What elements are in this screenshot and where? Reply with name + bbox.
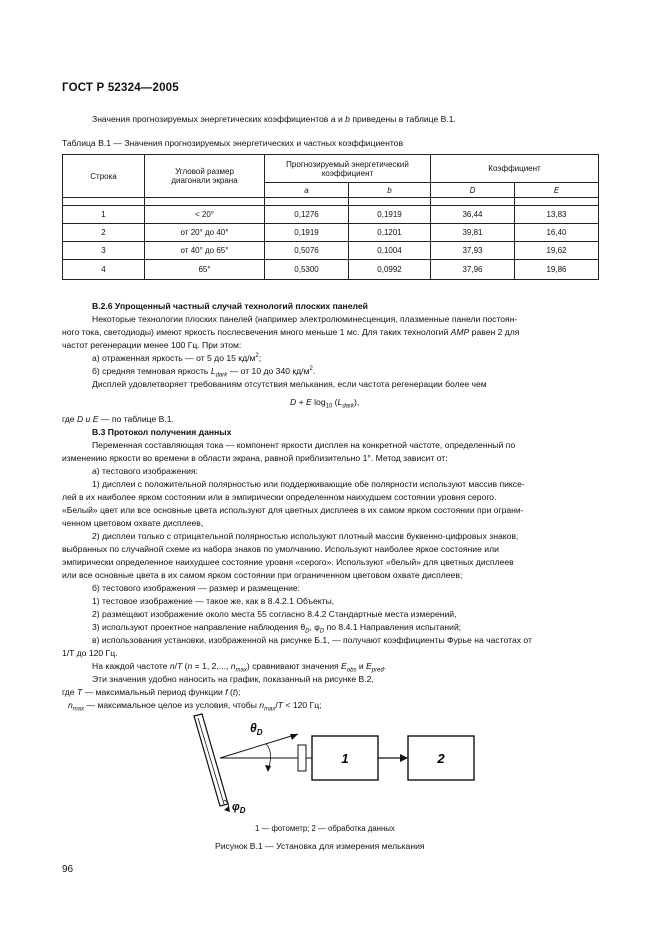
subscript: 10: [325, 403, 333, 410]
paragraph-line: [92, 660, 386, 672]
var: n: [169, 661, 175, 671]
page-header: ГОСТ Р 52324—2005: [62, 82, 179, 94]
text-span: 3) используют проектное направление наблюдения θ: [92, 622, 306, 632]
col-header-predicted-line: коэффициент: [321, 168, 374, 178]
paragraph-line: а) тестового изображения:: [92, 466, 198, 476]
subscript: max: [264, 706, 276, 713]
section-title-b3: В.3 Протокол получения данных: [92, 427, 232, 437]
subheader-e: E: [515, 183, 599, 198]
text-span: (: [182, 661, 188, 671]
var: n: [259, 700, 265, 710]
col-header-angle-line: Угловой размер: [175, 167, 234, 176]
subscript: pred: [371, 667, 384, 674]
figure-legend: 1 — фотометр; 2 — обработка данных: [255, 824, 395, 833]
var-L: L: [210, 366, 216, 376]
spacer-cell: [515, 198, 599, 206]
text-span: /: [275, 700, 278, 710]
formula-part: E: [306, 397, 312, 407]
cell-e: 19,62: [515, 242, 599, 260]
paragraph-line: ченном цветовом охвате дисплеев,: [62, 518, 204, 528]
subscript: dark: [342, 403, 354, 410]
table-caption: Таблица В.1 — Значения прогнозируемых энергетических и частных коэффициентов: [62, 138, 404, 148]
cell-d: 36,44: [431, 206, 515, 224]
intro-b: b: [345, 114, 350, 124]
text-span: — максимальное целое из условия, чтобы: [84, 700, 260, 710]
paragraph-line: 1) тестовое изображение — такое же, как в 8.4.2.1 Объекты,: [92, 596, 335, 606]
box1-label: 1: [341, 751, 349, 766]
subscript: max: [72, 706, 85, 713]
subscript: obs: [346, 667, 357, 674]
text-span: по 8.4.1 Направления испытаний;: [324, 622, 462, 632]
list-item: [92, 365, 315, 377]
text-span: (: [229, 687, 233, 697]
text-span: На каждой частоте: [92, 661, 170, 671]
var-E: E: [92, 414, 99, 424]
var: T: [277, 700, 284, 710]
photometer-lens: [298, 745, 306, 771]
var: t: [232, 687, 236, 697]
phi-symbol: φ: [232, 801, 240, 813]
formula-part: ),: [354, 397, 360, 407]
col-header-angle: [145, 155, 265, 198]
intro-part: Значения прогнозируемых энергетических коэффициентов: [92, 114, 329, 124]
cell-angle: от 40° до 65°: [145, 242, 265, 260]
formula-part: D: [290, 397, 297, 407]
paragraph-line: б) тестового изображения — размер и размещение:: [92, 583, 301, 593]
text-span: /: [174, 661, 177, 671]
normal-line: [220, 734, 298, 758]
cell-angle: от 20° до 40°: [145, 224, 265, 242]
var-D: D: [76, 414, 84, 424]
cell-b: 0,1004: [349, 242, 431, 260]
spacer-cell: [145, 198, 265, 206]
subscript: D: [319, 628, 325, 635]
text-span: равен 2 для: [471, 327, 520, 337]
formula-part: +: [296, 397, 307, 407]
cell-d: 37,96: [431, 260, 515, 280]
col-header-predicted-line: Прогнозируемый энергетический: [286, 159, 409, 169]
display-panel: [194, 714, 228, 806]
superscript: 2: [255, 353, 259, 360]
paragraph-line: [62, 686, 240, 698]
formula-part: L: [337, 397, 343, 407]
spacer-cell: [349, 198, 431, 206]
paragraph-line: [92, 621, 461, 633]
normal-arrow: [290, 734, 298, 740]
text-span: — максимальный период функции: [84, 687, 223, 697]
col-header-coef: Коэффициент: [431, 155, 599, 183]
intro-a: a: [330, 114, 336, 124]
paragraph-line: Дисплей удовлетворяет требованиям отсутствия мелькания, если частота регенерации более чем: [92, 379, 487, 389]
paragraph-line: Эти значения удобно наносить на график, показанный на рисунке В.2,: [92, 674, 374, 684]
text-span: и: [356, 661, 367, 671]
text-span: ) сравнивают значения: [246, 661, 342, 671]
subheader-b: b: [349, 183, 431, 198]
intro-and: и: [337, 114, 343, 124]
text-span: .: [383, 661, 387, 671]
var: E: [366, 661, 372, 671]
var: n: [68, 700, 73, 710]
cell-angle: 65°: [145, 260, 265, 280]
var: f: [225, 687, 228, 697]
cell-row-number: 1: [63, 206, 145, 224]
cell-b: 0,0992: [349, 260, 431, 280]
superscript: 2: [309, 366, 313, 373]
table-row: [63, 224, 599, 242]
subheader-d: D: [431, 183, 515, 198]
cell-row-number: 2: [63, 224, 145, 242]
spacer-cell: [265, 198, 349, 206]
cell-a: 0,5300: [265, 260, 349, 280]
paragraph-line: в) использования установки, изображенной на рисунке Б.1, — получают коэффициенты Фурье на частотах от: [92, 635, 532, 645]
theta-label: [250, 721, 263, 737]
text-span: );: [235, 687, 241, 697]
table-row: [63, 242, 599, 260]
coefficients-table: [62, 154, 599, 280]
text-span: и: [85, 414, 91, 424]
var: T: [177, 661, 183, 671]
text-span: б) средняя темновая яркость: [92, 366, 209, 376]
text-span: ного тока, светодиоды) имеют яркость послесвечения много меньше 1 мс. Для таких технологий: [62, 327, 449, 337]
paragraph-line: [62, 326, 519, 338]
list-item: [92, 352, 261, 364]
var: T: [76, 687, 83, 697]
theta-arrowhead: [265, 765, 271, 772]
paragraph-line: [62, 413, 174, 425]
subscript: D: [305, 628, 310, 635]
text-span: < 120 Гц;: [283, 700, 322, 710]
subscript: max: [235, 667, 247, 674]
col-header-angle-line: диагонали экрана: [171, 176, 238, 185]
text-span: — по таблице В.1.: [100, 414, 174, 424]
formula-part: log: [311, 397, 326, 407]
subheader-a: a: [265, 183, 349, 198]
intro-text: [92, 113, 456, 125]
theta-subscript: D: [256, 728, 263, 737]
box2-label: 2: [437, 751, 445, 766]
paragraph-line: Некоторые технологии плоских панелей (например электролюминесценция, плазменные панели постоян-: [92, 314, 518, 324]
text-span: — от 10 до 340 кд/м: [229, 366, 310, 376]
text-span: = 1, 2,...,: [192, 661, 231, 671]
var: n: [230, 661, 236, 671]
cell-e: 19,86: [515, 260, 599, 280]
cell-d: 37,93: [431, 242, 515, 260]
text-span: , φ: [309, 622, 320, 632]
formula: [290, 396, 359, 408]
phi-label: [232, 801, 246, 815]
paragraph-line: 1) дисплеи с положительной полярностью или поддерживающие обе полярности используют массив пиксе-: [92, 479, 525, 489]
var: E: [341, 661, 347, 671]
text-span: а) отраженная яркость — от 5 до 15 кд/м: [92, 353, 256, 363]
subscript: dark: [215, 372, 228, 379]
signal-arrowhead: [400, 754, 408, 762]
text-span: где: [62, 414, 75, 424]
cell-e: 16,40: [515, 224, 599, 242]
cell-a: 0,1276: [265, 206, 349, 224]
cell-row-number: 3: [63, 242, 145, 260]
cell-a: 0,5076: [265, 242, 349, 260]
paragraph-line: изменению яркости во времени в области экрана, равной приблизительно 1°. Метод зависит от:: [62, 453, 448, 463]
cell-b: 0,1201: [349, 224, 431, 242]
text-span: где: [62, 687, 75, 697]
text-span: .: [312, 366, 316, 376]
var: n: [187, 661, 193, 671]
text-span: ;: [258, 353, 262, 363]
paragraph-line: 2) размещают изображение около места 55 согласно 8.4.2 Стандартные места измерений,: [92, 609, 457, 619]
table-row: [63, 260, 599, 280]
page-number: 96: [62, 864, 74, 875]
phi-subscript: D: [239, 806, 246, 815]
figure-caption: Рисунок В.1 — Установка для измерения мелькания: [215, 841, 425, 851]
spacer-cell: [431, 198, 515, 206]
cell-b: 0,1919: [349, 206, 431, 224]
cell-e: 13,83: [515, 206, 599, 224]
paragraph-line: Переменная составляющая тока — компонент яркости дисплея на конкретной частоте, определенный по: [92, 440, 516, 450]
spacer-cell: [63, 198, 145, 206]
cell-angle: < 20°: [145, 206, 265, 224]
cell-d: 39,81: [431, 224, 515, 242]
paragraph-line: лей в их наиболее ярком состоянии или в эмпирически определенном наихудшем состоянии уровня серого.: [62, 492, 497, 502]
table-row: [63, 206, 599, 224]
paragraph-line: частот регенерации менее 100 Гц. При этом:: [62, 340, 242, 350]
paragraph-line: эмпирически определенное наихудшее состояние уровня «серого». Используют «белый» для цветных дисплеев: [62, 557, 514, 567]
paragraph-line: или все основные цвета в их самом ярком состоянии при ограниченном цветовом охвате дисплеев;: [62, 570, 463, 580]
phi-arrowhead: [224, 806, 230, 812]
theta-symbol: θ: [250, 721, 257, 735]
flicker-setup-diagram: [180, 700, 500, 822]
paragraph-line: 1/T до 120 Гц.: [62, 648, 118, 658]
paragraph-line: 2) дисплеи только с отрицательной полярностью используют плотный массив буквенно-цифровых знаков,: [92, 531, 519, 541]
text-amp: AMP: [450, 327, 470, 337]
paragraph-line: «Белый» цвет или все основные цвета используют для цветных дисплеев в их самом ярком состоянии при ограни-: [62, 505, 524, 515]
cell-a: 0,1919: [265, 224, 349, 242]
intro-part: приведены в таблице В.1.: [352, 114, 456, 124]
col-header-row: Строка: [63, 155, 145, 198]
formula-part: (: [332, 397, 338, 407]
col-header-predicted: [265, 155, 431, 183]
cell-row-number: 4: [63, 260, 145, 280]
section-title-b26: В.2.6 Упрощенный частный случай технологий плоских панелей: [92, 301, 368, 311]
paragraph-line: выбранных по случайной схеме из набора знаков по умолчанию. Используют наиболее яркое состояние или: [62, 544, 499, 554]
